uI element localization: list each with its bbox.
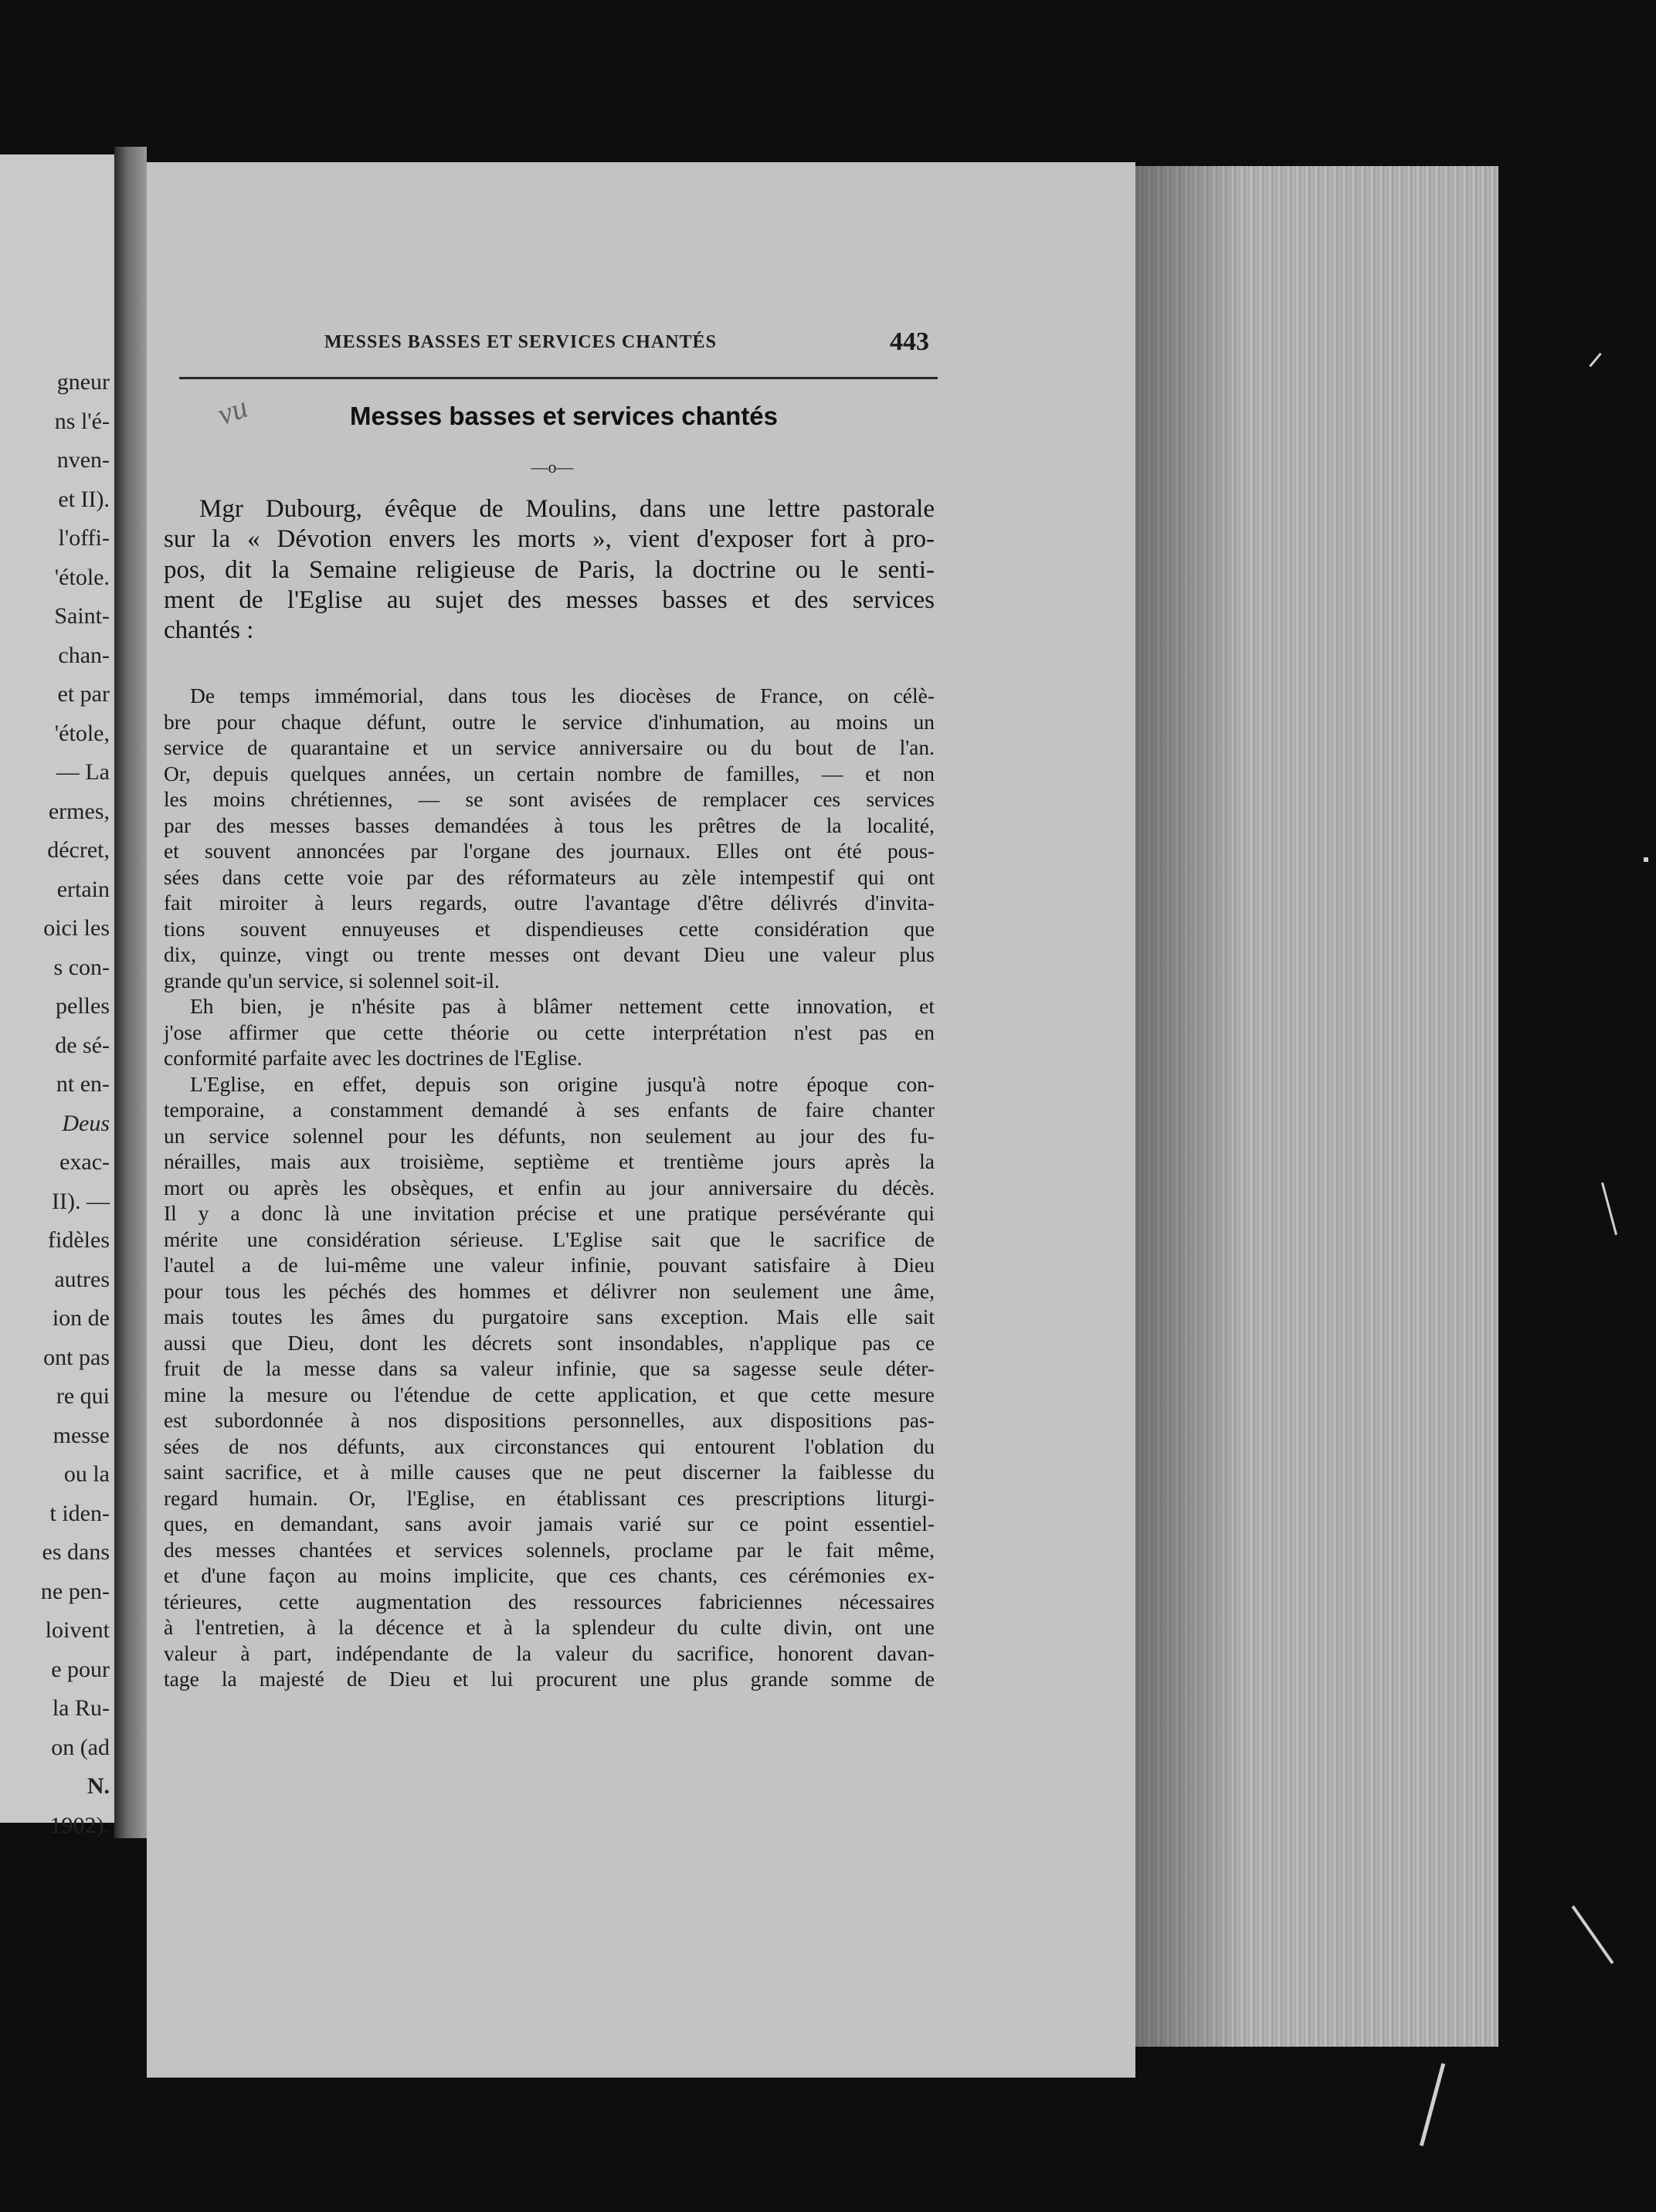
body-line: j'ose affirmer que cette théorie ou cette interprétation n'est pas en [164,1019,935,1044]
left-page-fragment [0,154,114,1838]
body-line: regard humain. Or, l'Eglise, en établissant ces prescriptions liturgi- [164,1485,935,1510]
body-line: fruit de la messe dans sa valeur infinie, que sa sagesse seule déter- [164,1356,935,1380]
body-line: temporaine, a constamment demandé à ses enfants de faire chanter [164,1098,935,1121]
body-line: mine la mesure ou l'étendue de cette application, et que cette mesure [164,1382,935,1406]
left-page-line: ion de [52,1305,110,1331]
left-page-line: t iden- [49,1500,110,1526]
left-page-line: messe [53,1422,110,1448]
body-line: dix, quinze, vingt ou trente messes ont devant Dieu une valeur plus [164,942,935,966]
body-line: De temps immémorial, dans tous les diocèses de France, on célè- [190,684,935,707]
scan-speck [1644,857,1648,862]
article-title: Messes basses et services chantés [349,402,779,430]
body-line: pour tous les péchés des hommes et délivrer non seulement une âme, [164,1278,935,1303]
body-line: par des messes basses demandées à tous les prêtres de la localité, [164,813,935,837]
body-line: valeur à part, indépendante de la valeur du sacrifice, honorent davan- [164,1640,935,1665]
body-line: et souvent annoncées par l'organe des journaux. Elles ont été pous- [164,839,935,863]
left-page-line: gneur [56,369,110,395]
intro-line: chantés : [164,616,254,645]
left-page-line: II). — [52,1188,110,1214]
body-line: les moins chrétiennes, — se sont avisées de remplacer ces services [164,787,935,811]
body-line: aussi que Dieu, dont les décrets sont insondables, n'applique pas ce [164,1330,935,1355]
body-line: tions souvent ennuyeuses et dispendieuses cette considération que [164,916,935,941]
body-line: service de quarantaine et un service anniversaire ou du bout de l'an. [164,735,935,759]
body-line: un service solennel pour les défunts, non seulement au jour des fu- [164,1123,935,1148]
running-head: MESSES BASSES ET SERVICES CHANTÉS [324,332,717,352]
left-page-line: on (ad [51,1734,110,1760]
scan-speck [1601,1182,1617,1235]
body-line: ques, en demandant, sans avoir jamais varié sur ce point essentiel- [164,1511,935,1535]
left-page-line: — La [56,759,110,785]
left-page-line: de sé- [55,1032,110,1058]
intro-line: ment de l'Eglise au sujet des messes basses et des services [164,585,935,614]
body-line: sées dans cette voie par des réformateurs au zèle intempestif qui ont [164,864,935,889]
body-line: térieures, cette augmentation des ressources fabriciennes nécessaires [164,1589,935,1613]
left-page-line: N. [87,1773,110,1799]
left-page-line: nt en- [56,1071,110,1097]
left-page-line: et par [57,681,110,707]
body-text [164,683,935,1692]
body-line: est subordonnée à nos dispositions personnelles, aux dispositions pas- [164,1408,935,1432]
scan-speck [1589,353,1601,368]
left-page-line: ne pen- [40,1578,110,1604]
left-page-line: pelles [56,993,110,1019]
body-line: conformité parfaite avec les doctrines de l'Eglise. [164,1046,582,1070]
left-page-line: Deus [62,1110,110,1136]
body-line: mais toutes les âmes du purgatoire sans exception. Mais elle sait [164,1304,935,1328]
body-line: Eh bien, je n'hésite pas à blâmer nettement cette innovation, et [190,994,935,1018]
body-line: fait miroiter à leurs regards, outre l'avantage d'être délivrés d'invita- [164,891,935,914]
book-gutter [114,147,147,1838]
body-line: tage la majesté de Dieu et lui procurent une plus grande somme de [164,1667,935,1691]
intro-paragraph [164,494,935,646]
left-page-line: re qui [56,1383,110,1409]
header-rule [179,377,938,379]
left-page-line: ertain [56,876,110,902]
scan-speck [1572,1905,1614,1964]
body-line: saint sacrifice, et à mille causes que ne peut discerner la faiblesse du [164,1460,935,1484]
body-line: à l'entretien, à la décence et à la splendeur du culte divin, ont une [164,1615,935,1639]
handwritten-annotation: vu [212,388,253,433]
left-page-line: 'étole. [54,564,110,590]
intro-line: Mgr Dubourg, évêque de Moulins, dans une lettre pastorale [199,495,935,523]
body-line: mort ou après les obsèques, et enfin au jour anniversaire du décès. [164,1175,935,1199]
body-line: sées de nos défunts, aux circonstances qui entourent l'oblation du [164,1433,935,1458]
left-page-line: et II). [58,486,110,512]
left-page-line: 1902). [49,1812,110,1838]
left-page-line: loivent [45,1617,110,1643]
left-page-line: fidèles [48,1227,110,1253]
scan-speck [1420,2063,1445,2146]
left-page-line: chan- [58,642,110,668]
left-page-line: nven- [56,447,110,473]
body-line: mérite une considération sérieuse. L'Eglise sait que le sacrifice de [164,1226,935,1251]
left-page-line: ns l'é- [54,408,110,434]
left-page-line: la Ru- [52,1695,110,1721]
body-line: bre pour chaque défunt, outre le service d'inhumation, au moins un [164,709,935,734]
body-line: Il y a donc là une invitation précise et une pratique persévérante qui [164,1201,935,1225]
left-page-line: ont pas [43,1344,110,1370]
body-line: Or, depuis quelques années, un certain nombre de familles, — et non [164,761,935,785]
intro-line: sur la « Dévotion envers les morts », vient d'exposer fort à pro- [164,525,935,554]
left-page-line: décret, [47,837,110,863]
page-number: 443 [890,327,929,356]
left-page-line: s con- [53,954,110,980]
left-page-line: ermes, [48,798,110,824]
body-line: et d'une façon au moins implicite, que ces chants, ces cérémonies ex- [164,1563,935,1587]
body-line: L'Eglise, en effet, depuis son origine jusqu'à notre époque con- [190,1071,935,1096]
left-page-line: oici les [43,915,110,941]
left-page-line: exac- [59,1149,110,1175]
left-page-line: es dans [42,1539,110,1565]
left-page-line: 'étole, [54,720,110,746]
page-edges-shadow [1135,166,1244,2047]
left-page-line: l'offi- [58,525,110,551]
intro-line: pos, dit la Semaine religieuse de Paris, la doctrine ou le senti- [164,555,935,584]
left-page-line: ou la [63,1461,110,1487]
left-page-line: autres [54,1266,110,1292]
body-line: l'autel a de lui-même une valeur infinie, pouvant satisfaire à Dieu [164,1253,935,1277]
left-page-line: e pour [51,1656,110,1682]
left-page-line: Saint- [54,603,110,629]
body-line: grande qu'un service, si solennel soit-il. [164,968,500,992]
body-line: des messes chantées et services solennels, proclame par le fait même, [164,1537,935,1562]
title-ornament: —o— [531,457,574,477]
body-line: nérailles, mais aux troisième, septième et trentième jours après la [164,1149,935,1173]
